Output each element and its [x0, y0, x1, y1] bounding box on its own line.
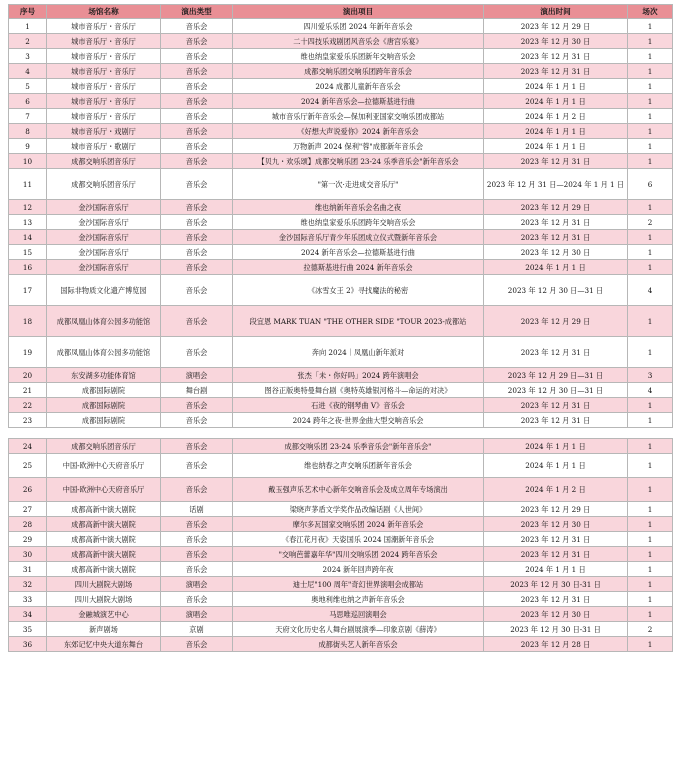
cell-title: "交响芭蕾嘉年华"四川交响乐团 2024 跨年音乐会	[233, 547, 484, 562]
cell-type: 音乐会	[161, 245, 233, 260]
table-row	[9, 169, 673, 200]
cell-title: "第一次·走进成交音乐厅"	[233, 169, 484, 200]
cell-time: 2023 年 12 月 31 日	[484, 547, 628, 562]
cell-type: 音乐会	[161, 64, 233, 79]
cell-count: 1	[628, 637, 673, 652]
cell-time: 2023 年 12 月 30 日	[484, 607, 628, 622]
cell-n: 11	[9, 169, 47, 200]
cell-n: 30	[9, 547, 47, 562]
cell-title: 维也纳皇家爱乐乐团跨年交响音乐会	[233, 215, 484, 230]
table-row	[9, 260, 673, 275]
cell-venue: 金沙国际音乐厅	[47, 215, 161, 230]
cell-time: 2023 年 12 月 31 日	[484, 592, 628, 607]
table-row	[9, 306, 673, 337]
cell-type: 演唱会	[161, 607, 233, 622]
cell-title: 奔向 2024｜凤凰山新年派对	[233, 337, 484, 368]
cell-title: 奥地利维也纳之声新年音乐会	[233, 592, 484, 607]
cell-time: 2024 年 1 月 1 日	[484, 139, 628, 154]
cell-time: 2023 年 12 月 31 日	[484, 230, 628, 245]
cell-n: 6	[9, 94, 47, 109]
cell-time: 2023 年 12 月 29 日	[484, 200, 628, 215]
table-row	[9, 230, 673, 245]
cell-title: 2024 新年音乐会—拉德斯基进行曲	[233, 94, 484, 109]
cell-venue: 城市音乐厅・音乐厅	[47, 49, 161, 64]
cell-count: 1	[628, 94, 673, 109]
cell-count: 1	[628, 454, 673, 478]
cell-time: 2023 年 12 月 30 日—31 日	[484, 275, 628, 306]
cell-type: 音乐会	[161, 306, 233, 337]
page-break	[8, 428, 672, 438]
table-row	[9, 368, 673, 383]
cell-type: 演唱会	[161, 368, 233, 383]
schedule-document	[8, 4, 672, 652]
cell-venue: 成都高新中演大剧院	[47, 502, 161, 517]
cell-n: 25	[9, 454, 47, 478]
cell-count: 1	[628, 64, 673, 79]
cell-title: 二十四技乐戏剧团风音乐会《唐宫乐宴》	[233, 34, 484, 49]
cell-time: 2023 年 12 月 31 日	[484, 154, 628, 169]
cell-venue: 中国-欧洲中心天府音乐厅	[47, 454, 161, 478]
cell-type: 音乐会	[161, 200, 233, 215]
table-row	[9, 413, 673, 428]
cell-type: 音乐会	[161, 34, 233, 49]
cell-title: 张杰「未・你好吗」2024 跨年演唱会	[233, 368, 484, 383]
cell-n: 16	[9, 260, 47, 275]
cell-count: 1	[628, 49, 673, 64]
cell-venue: 国际非物质文化遗产博览园	[47, 275, 161, 306]
cell-n: 4	[9, 64, 47, 79]
cell-title: 拉德斯基进行曲 2024 新年音乐会	[233, 260, 484, 275]
cell-n: 26	[9, 478, 47, 502]
cell-n: 33	[9, 592, 47, 607]
table-row	[9, 622, 673, 637]
cell-count: 4	[628, 383, 673, 398]
cell-n: 1	[9, 19, 47, 34]
cell-time: 2023 年 12 月 31 日	[484, 532, 628, 547]
table-row	[9, 398, 673, 413]
cell-type: 音乐会	[161, 562, 233, 577]
cell-title: 梁晓声茅盾文学奖作品改编话剧《人世间》	[233, 502, 484, 517]
cell-type: 音乐会	[161, 109, 233, 124]
cell-time: 2023 年 12 月 31 日	[484, 413, 628, 428]
cell-venue: 成都凤凰山体育公园多功能馆	[47, 337, 161, 368]
cell-venue: 四川大剧院大剧场	[47, 577, 161, 592]
cell-n: 19	[9, 337, 47, 368]
cell-venue: 金融城演艺中心	[47, 607, 161, 622]
header-time: 演出时间	[484, 5, 628, 19]
cell-venue: 成都国际剧院	[47, 398, 161, 413]
cell-n: 29	[9, 532, 47, 547]
cell-venue: 城市音乐厅・音乐厅	[47, 109, 161, 124]
table-row	[9, 562, 673, 577]
cell-title: 图谷正版奥特曼舞台剧《奥特英雄银河格斗—命运的对决》	[233, 383, 484, 398]
cell-title: 《冰雪女王 2》寻找魔法的秘密	[233, 275, 484, 306]
cell-title: 2024 成都儿童新年音乐会	[233, 79, 484, 94]
cell-title: 维也纳春之声交响乐团新年音乐会	[233, 454, 484, 478]
cell-n: 28	[9, 517, 47, 532]
cell-title: 成都街头艺人新年音乐会	[233, 637, 484, 652]
cell-count: 1	[628, 124, 673, 139]
cell-count: 1	[628, 260, 673, 275]
header-venue: 场馆名称	[47, 5, 161, 19]
cell-n: 10	[9, 154, 47, 169]
cell-venue: 城市音乐厅・歌剧厅	[47, 139, 161, 154]
cell-type: 音乐会	[161, 413, 233, 428]
table-row	[9, 124, 673, 139]
cell-count: 1	[628, 19, 673, 34]
table-row	[9, 607, 673, 622]
cell-venue: 成都高新中演大剧院	[47, 517, 161, 532]
cell-type: 音乐会	[161, 532, 233, 547]
cell-n: 31	[9, 562, 47, 577]
cell-type: 音乐会	[161, 169, 233, 200]
cell-type: 音乐会	[161, 592, 233, 607]
table-row	[9, 502, 673, 517]
cell-venue: 成都交响乐团音乐厅	[47, 169, 161, 200]
cell-count: 1	[628, 439, 673, 454]
table-row	[9, 109, 673, 124]
cell-time: 2024 年 1 月 1 日	[484, 439, 628, 454]
cell-n: 36	[9, 637, 47, 652]
table-row	[9, 454, 673, 478]
table-row	[9, 154, 673, 169]
cell-n: 18	[9, 306, 47, 337]
cell-count: 1	[628, 306, 673, 337]
cell-count: 1	[628, 547, 673, 562]
cell-count: 1	[628, 607, 673, 622]
cell-n: 23	[9, 413, 47, 428]
cell-title: 石进《夜的钢琴曲 V》音乐会	[233, 398, 484, 413]
cell-type: 音乐会	[161, 139, 233, 154]
cell-venue: 东郊记忆中央大道东舞台	[47, 637, 161, 652]
cell-time: 2023 年 12 月 28 日	[484, 637, 628, 652]
cell-venue: 金沙国际音乐厅	[47, 230, 161, 245]
cell-time: 2023 年 12 月 31 日—2024 年 1 月 1 日	[484, 169, 628, 200]
cell-n: 15	[9, 245, 47, 260]
header-title: 演出项目	[233, 5, 484, 19]
cell-title: 戴玉强声乐艺术中心新年交响音乐会及成立周年专场演出	[233, 478, 484, 502]
cell-time: 2023 年 12 月 31 日	[484, 64, 628, 79]
cell-time: 2023 年 12 月 31 日	[484, 215, 628, 230]
cell-count: 1	[628, 154, 673, 169]
cell-time: 2024 年 1 月 1 日	[484, 454, 628, 478]
table-row	[9, 64, 673, 79]
cell-count: 1	[628, 413, 673, 428]
cell-venue: 成都高新中演大剧院	[47, 547, 161, 562]
cell-type: 音乐会	[161, 337, 233, 368]
cell-type: 音乐会	[161, 398, 233, 413]
table-row	[9, 532, 673, 547]
cell-time: 2024 年 1 月 1 日	[484, 562, 628, 577]
cell-count: 1	[628, 139, 673, 154]
cell-venue: 成都高新中演大剧院	[47, 532, 161, 547]
cell-venue: 东安湖多功能体育馆	[47, 368, 161, 383]
cell-type: 音乐会	[161, 478, 233, 502]
cell-type: 京剧	[161, 622, 233, 637]
table-row	[9, 383, 673, 398]
cell-time: 2023 年 12 月 31 日	[484, 49, 628, 64]
cell-n: 2	[9, 34, 47, 49]
table-row	[9, 547, 673, 562]
cell-n: 9	[9, 139, 47, 154]
cell-venue: 成都交响乐团音乐厅	[47, 154, 161, 169]
cell-count: 1	[628, 562, 673, 577]
cell-n: 27	[9, 502, 47, 517]
cell-type: 音乐会	[161, 154, 233, 169]
cell-count: 1	[628, 337, 673, 368]
header-count: 场次	[628, 5, 673, 19]
cell-n: 32	[9, 577, 47, 592]
cell-venue: 城市音乐厅・音乐厅	[47, 64, 161, 79]
cell-title: 摩尔多瓦国家交响乐团 2024 新年音乐会	[233, 517, 484, 532]
cell-title: 成都交响乐团 23-24 乐季音乐会"新年音乐会"	[233, 439, 484, 454]
cell-title: 金沙国际音乐厅青少年乐团成立仪式暨新年音乐会	[233, 230, 484, 245]
cell-time: 2024 年 1 月 1 日	[484, 79, 628, 94]
cell-count: 1	[628, 398, 673, 413]
cell-type: 音乐会	[161, 49, 233, 64]
cell-title: 城市音乐厅新年音乐会—保加利亚国家交响乐团成都站	[233, 109, 484, 124]
table-row	[9, 439, 673, 454]
table-row	[9, 79, 673, 94]
cell-title: 马思唯巡回演唱会	[233, 607, 484, 622]
cell-title: 2024 新年回声跨年夜	[233, 562, 484, 577]
cell-venue: 城市音乐厅・音乐厅	[47, 94, 161, 109]
cell-count: 1	[628, 517, 673, 532]
cell-count: 6	[628, 169, 673, 200]
table-row	[9, 517, 673, 532]
cell-type: 音乐会	[161, 79, 233, 94]
cell-count: 1	[628, 79, 673, 94]
cell-type: 音乐会	[161, 439, 233, 454]
cell-count: 1	[628, 34, 673, 49]
table-row	[9, 49, 673, 64]
cell-title: 2024 新年音乐会—拉德斯基进行曲	[233, 245, 484, 260]
cell-time: 2023 年 12 月 31 日	[484, 398, 628, 413]
cell-count: 1	[628, 502, 673, 517]
cell-title: 天府文化历史名人舞台剧展演季—印象京剧《薛涛》	[233, 622, 484, 637]
cell-n: 20	[9, 368, 47, 383]
cell-venue: 金沙国际音乐厅	[47, 260, 161, 275]
table-row	[9, 19, 673, 34]
cell-venue: 四川大剧院大剧场	[47, 592, 161, 607]
table-row	[9, 139, 673, 154]
cell-time: 2023 年 12 月 29 日	[484, 502, 628, 517]
cell-time: 2023 年 12 月 30 日	[484, 34, 628, 49]
cell-title: 万物新声 2024 保利"蓉"成都新年音乐会	[233, 139, 484, 154]
cell-time: 2023 年 12 月 29 日	[484, 306, 628, 337]
cell-count: 2	[628, 622, 673, 637]
cell-title: 2024 跨年之夜-世界金曲大型交响音乐会	[233, 413, 484, 428]
table-row	[9, 592, 673, 607]
cell-time: 2024 年 1 月 1 日	[484, 124, 628, 139]
cell-time: 2024 年 1 月 2 日	[484, 478, 628, 502]
cell-count: 2	[628, 215, 673, 230]
table-row	[9, 275, 673, 306]
cell-time: 2023 年 12 月 31 日	[484, 337, 628, 368]
cell-venue: 城市音乐厅・音乐厅	[47, 34, 161, 49]
cell-title: 迪士尼"100 周年"奇幻世界演唱会成都站	[233, 577, 484, 592]
cell-time: 2023 年 12 月 30 日-31 日	[484, 577, 628, 592]
cell-type: 音乐会	[161, 260, 233, 275]
cell-count: 1	[628, 478, 673, 502]
cell-time: 2024 年 1 月 1 日	[484, 260, 628, 275]
cell-n: 7	[9, 109, 47, 124]
cell-time: 2023 年 12 月 30 日-31 日	[484, 622, 628, 637]
cell-type: 音乐会	[161, 637, 233, 652]
cell-time: 2023 年 12 月 30 日—31 日	[484, 383, 628, 398]
cell-n: 34	[9, 607, 47, 622]
cell-count: 1	[628, 230, 673, 245]
cell-type: 音乐会	[161, 94, 233, 109]
cell-n: 22	[9, 398, 47, 413]
cell-type: 演唱会	[161, 577, 233, 592]
cell-venue: 成都凤凰山体育公园多功能馆	[47, 306, 161, 337]
header-index: 序号	[9, 5, 47, 19]
table-row	[9, 215, 673, 230]
cell-type: 音乐会	[161, 517, 233, 532]
cell-n: 24	[9, 439, 47, 454]
cell-count: 1	[628, 200, 673, 215]
table-row	[9, 637, 673, 652]
cell-time: 2024 年 1 月 2 日	[484, 109, 628, 124]
cell-time: 2023 年 12 月 30 日	[484, 245, 628, 260]
cell-title: 段宜恩 MARK TUAN "THE OTHER SIDE "TOUR 2023-成都站	[233, 306, 484, 337]
cell-n: 3	[9, 49, 47, 64]
performance-table	[8, 4, 673, 428]
cell-n: 5	[9, 79, 47, 94]
cell-count: 1	[628, 109, 673, 124]
cell-venue: 新声剧场	[47, 622, 161, 637]
cell-type: 音乐会	[161, 275, 233, 306]
table-row	[9, 245, 673, 260]
cell-n: 13	[9, 215, 47, 230]
cell-type: 音乐会	[161, 230, 233, 245]
cell-type: 音乐会	[161, 19, 233, 34]
table-row	[9, 34, 673, 49]
cell-venue: 成都国际剧院	[47, 383, 161, 398]
table-row	[9, 577, 673, 592]
cell-venue: 金沙国际音乐厅	[47, 200, 161, 215]
cell-venue: 成都高新中演大剧院	[47, 562, 161, 577]
cell-type: 音乐会	[161, 215, 233, 230]
cell-type: 舞台剧	[161, 383, 233, 398]
header-type: 演出类型	[161, 5, 233, 19]
cell-n: 35	[9, 622, 47, 637]
cell-count: 1	[628, 592, 673, 607]
table-row	[9, 94, 673, 109]
cell-n: 12	[9, 200, 47, 215]
cell-title: 《春江花月夜》天姿国乐 2024 国潮新年音乐会	[233, 532, 484, 547]
table-row	[9, 200, 673, 215]
performance-table-continued	[8, 438, 673, 652]
cell-title: 成都交响乐团交响乐团跨年音乐会	[233, 64, 484, 79]
cell-venue: 城市音乐厅・戏剧厅	[47, 124, 161, 139]
header-row	[9, 5, 673, 19]
cell-count: 1	[628, 577, 673, 592]
cell-title: 《好想大声说爱你》2024 新年音乐会	[233, 124, 484, 139]
cell-venue: 成都国际剧院	[47, 413, 161, 428]
cell-venue: 金沙国际音乐厅	[47, 245, 161, 260]
cell-venue: 城市音乐厅・音乐厅	[47, 79, 161, 94]
cell-venue: 成都交响乐团音乐厅	[47, 439, 161, 454]
cell-n: 17	[9, 275, 47, 306]
cell-n: 14	[9, 230, 47, 245]
cell-n: 21	[9, 383, 47, 398]
cell-count: 3	[628, 368, 673, 383]
cell-type: 话剧	[161, 502, 233, 517]
cell-title: 【贝九・欢乐颂】成都交响乐团 23-24 乐季音乐会"新年音乐会	[233, 154, 484, 169]
cell-title: 四川爱乐乐团 2024 年新年音乐会	[233, 19, 484, 34]
cell-time: 2024 年 1 月 1 日	[484, 94, 628, 109]
cell-count: 1	[628, 532, 673, 547]
cell-type: 音乐会	[161, 124, 233, 139]
cell-title: 维也纳皇家爱乐乐团新年交响音乐会	[233, 49, 484, 64]
table-row	[9, 337, 673, 368]
cell-time: 2023 年 12 月 29 日	[484, 19, 628, 34]
table-row	[9, 478, 673, 502]
cell-type: 音乐会	[161, 547, 233, 562]
cell-venue: 中国-欧洲中心天府音乐厅	[47, 478, 161, 502]
cell-count: 4	[628, 275, 673, 306]
cell-venue: 城市音乐厅・音乐厅	[47, 19, 161, 34]
cell-n: 8	[9, 124, 47, 139]
cell-time: 2023 年 12 月 30 日	[484, 517, 628, 532]
cell-time: 2023 年 12 月 29 日—31 日	[484, 368, 628, 383]
cell-count: 1	[628, 245, 673, 260]
cell-type: 音乐会	[161, 454, 233, 478]
cell-title: 维也纳新年音乐会名曲之夜	[233, 200, 484, 215]
